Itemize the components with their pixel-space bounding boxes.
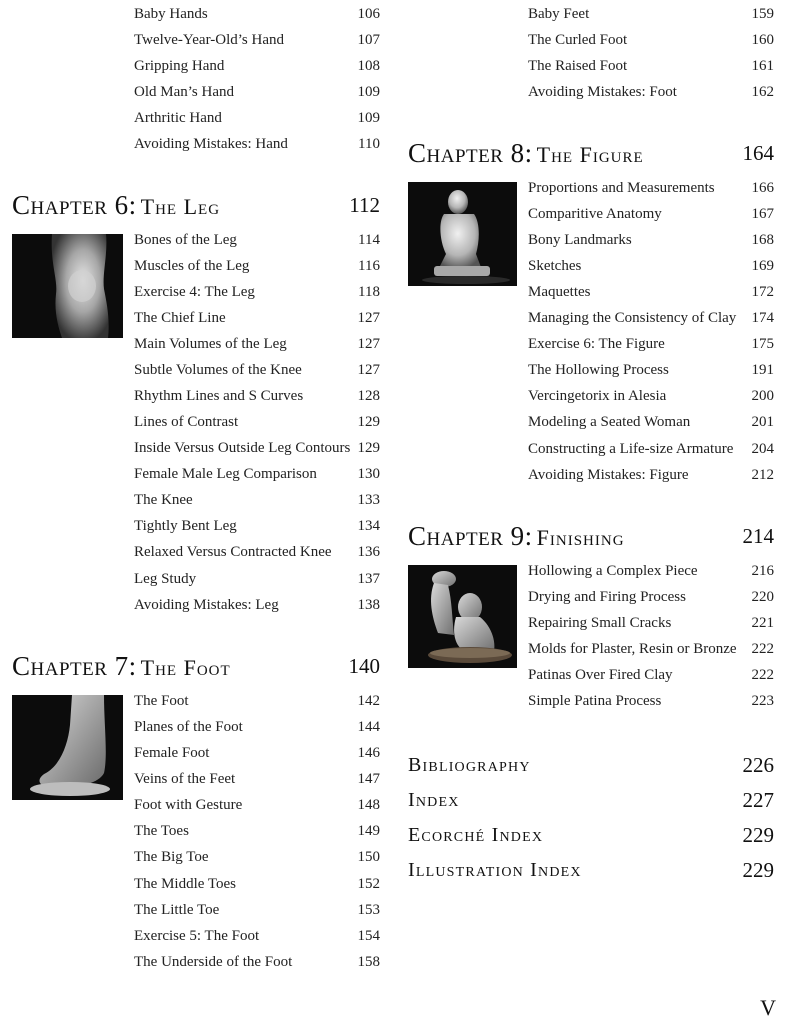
toc-entry-page: 149 (357, 823, 380, 839)
toc-entry-page: 106 (357, 6, 380, 22)
toc-entry-title: The Little Toe (134, 902, 220, 918)
toc-entry-title: Lines of Contrast (134, 414, 239, 430)
toc-entry[interactable] (528, 610, 774, 636)
chapter-name: The Foot (140, 655, 231, 680)
toc-entry-title: Main Volumes of the Leg (134, 336, 287, 352)
toc-entry-title: Exercise 5: The Foot (134, 928, 260, 944)
toc-entry[interactable] (528, 227, 774, 253)
page-number: V (760, 995, 776, 1020)
toc-entry-title: Exercise 4: The Leg (134, 284, 255, 300)
chapter-page: 140 (348, 654, 380, 678)
foot-sculpture-photo (12, 695, 123, 800)
toc-entry-page: 136 (357, 544, 380, 560)
toc-entry-page: 172 (751, 284, 774, 300)
toc-entry[interactable] (528, 305, 774, 331)
toc-entry-title: Muscles of the Leg (134, 258, 250, 274)
toc-entry-page: 142 (357, 693, 380, 709)
toc-entry-page: 221 (751, 615, 774, 631)
toc-entry-title: The Curled Foot (528, 32, 628, 48)
toc-entry[interactable] (528, 279, 774, 305)
toc-entry-page: 166 (751, 180, 774, 196)
toc-entry-title: Female Foot (134, 745, 210, 761)
toc-entry-page: 110 (358, 136, 380, 152)
toc-entry-title: The Knee (134, 492, 193, 508)
toc-entry-title: Baby Feet (528, 6, 590, 22)
toc-entry[interactable] (134, 131, 380, 157)
toc-entry[interactable] (528, 436, 774, 462)
toc-entry-page: 223 (751, 693, 774, 709)
toc-entry[interactable] (528, 79, 774, 105)
toc-entry-page: 161 (751, 58, 774, 74)
toc-entry-title: Constructing a Life-size Armature (528, 441, 734, 457)
toc-entry-title: The Chief Line (134, 310, 226, 326)
toc-entry-page: 216 (751, 563, 774, 579)
toc-entry[interactable] (134, 592, 380, 618)
end-matter-entry[interactable] (408, 820, 774, 850)
toc-entry-page: 137 (357, 571, 380, 587)
toc-entry-title: Leg Study (134, 571, 197, 587)
toc-entry-page: 128 (357, 388, 380, 404)
toc-entry[interactable] (134, 513, 380, 539)
toc-entry-page: 154 (357, 928, 380, 944)
toc-entry[interactable] (134, 871, 380, 897)
toc-entry[interactable] (528, 357, 774, 383)
toc-entry[interactable] (528, 688, 774, 714)
toc-entry-page: 212 (751, 467, 774, 483)
toc-entry-page: 169 (751, 258, 774, 274)
toc-entry-page: 204 (751, 441, 774, 457)
toc-entry-title: Rhythm Lines and S Curves (134, 388, 304, 404)
toc-entry-title: Twelve-Year-Old’s Hand (134, 32, 285, 48)
toc-entry-title: Drying and Firing Process (528, 589, 686, 605)
toc-entry[interactable] (528, 331, 774, 357)
toc-entry[interactable] (134, 53, 380, 79)
toc-entry[interactable] (134, 253, 380, 279)
toc-entry[interactable] (528, 175, 774, 201)
toc-entry-page: 127 (357, 362, 380, 378)
toc-entry[interactable] (134, 227, 380, 253)
toc-entry-title: The Hollowing Process (528, 362, 669, 378)
toc-entry-page: 144 (357, 719, 380, 735)
toc-entry-title: Bones of the Leg (134, 232, 237, 248)
toc-entry-title: The Foot (134, 693, 189, 709)
toc-entry-page: 127 (357, 310, 380, 326)
toc-entry-title: Tightly Bent Leg (134, 518, 237, 534)
toc-entry-page: 222 (751, 641, 774, 657)
toc-entry-page: 107 (357, 32, 380, 48)
toc-entry-page: 162 (751, 84, 774, 100)
toc-entry[interactable] (134, 105, 380, 131)
toc-entry[interactable] (134, 688, 380, 714)
toc-entry[interactable] (134, 539, 380, 565)
toc-entry-title: Bony Landmarks (528, 232, 632, 248)
toc-entry-title: Repairing Small Cracks (528, 615, 672, 631)
toc-entry[interactable] (134, 566, 380, 592)
toc-entry-page: 201 (751, 414, 774, 430)
toc-entry-title: The Middle Toes (134, 876, 236, 892)
toc-entry-page: 167 (751, 206, 774, 222)
toc-entry-title: Simple Patina Process (528, 693, 662, 709)
toc-entry-title: Proportions and Measurements (528, 180, 715, 196)
toc-entry-page: 133 (357, 492, 380, 508)
toc-entry-title: Veins of the Feet (134, 771, 236, 787)
toc-entry-title: Vercingetorix in Alesia (528, 388, 667, 404)
toc-entry-title: Planes of the Foot (134, 719, 243, 735)
toc-entry-title: Relaxed Versus Contracted Knee (134, 544, 332, 560)
end-matter-entry[interactable] (408, 855, 774, 885)
toc-entry-page: 148 (357, 797, 380, 813)
end-matter-page: 226 (742, 753, 774, 777)
chapter-page: 214 (742, 524, 774, 548)
toc-entry[interactable] (134, 305, 380, 331)
toc-entry[interactable] (134, 949, 380, 975)
toc-entry-page: 220 (751, 589, 774, 605)
toc-entry[interactable] (134, 79, 380, 105)
toc-entry-page: 175 (751, 336, 774, 352)
toc-entry-page: 158 (357, 954, 380, 970)
toc-entry-title: Subtle Volumes of the Knee (134, 362, 302, 378)
toc-entry-page: 191 (751, 362, 774, 378)
chapter-heading-9[interactable] (408, 519, 774, 553)
toc-entry-title: The Big Toe (134, 849, 209, 865)
chapter-name: The Figure (536, 142, 644, 167)
toc-entry-page: 159 (751, 6, 774, 22)
chapter-label: Chapter 9: (408, 521, 533, 551)
end-matter-title: Index (408, 789, 460, 811)
toc-entry[interactable] (528, 201, 774, 227)
knee-sculpture-photo (12, 234, 123, 338)
toc-entry[interactable] (528, 253, 774, 279)
toc-entry-title: Baby Hands (134, 6, 208, 22)
toc-entry[interactable] (134, 923, 380, 949)
toc-entry-page: 118 (358, 284, 380, 300)
toc-entry[interactable] (528, 584, 774, 610)
toc-entry[interactable] (528, 27, 774, 53)
toc-entry[interactable] (134, 792, 380, 818)
toc-entry-title: Exercise 6: The Figure (528, 336, 665, 352)
male-torso-sculpture-photo (408, 182, 517, 286)
chapter-heading-6[interactable] (12, 188, 380, 222)
toc-entry-title: Female Male Leg Comparison (134, 466, 317, 482)
chapter-page: 112 (349, 193, 380, 217)
toc-entry[interactable] (134, 279, 380, 305)
toc-entry-title: Managing the Consistency of Clay (528, 310, 737, 326)
toc-entry-page: 153 (357, 902, 380, 918)
toc-entry-page: 150 (357, 849, 380, 865)
toc-entry-page: 129 (357, 440, 380, 456)
toc-entry-page: 147 (357, 771, 380, 787)
toc-entry[interactable] (528, 662, 774, 688)
chapter-heading-7[interactable] (12, 649, 380, 683)
toc-entry-page: 130 (357, 466, 380, 482)
toc-entry-page: 108 (357, 58, 380, 74)
toc-entry[interactable] (134, 740, 380, 766)
toc-entry[interactable] (528, 462, 774, 488)
toc-entry-page: 109 (357, 110, 380, 126)
toc-entry-page: 127 (357, 336, 380, 352)
toc-entry[interactable] (134, 27, 380, 53)
toc-entry-title: Modeling a Seated Woman (528, 414, 691, 430)
child-and-dog-sculpture-photo (408, 565, 517, 668)
toc-entry-title: Gripping Hand (134, 58, 225, 74)
toc-entry-page: 116 (358, 258, 380, 274)
end-matter-page: 227 (742, 788, 774, 812)
end-matter-entry[interactable] (408, 750, 774, 780)
end-matter-title: Bibliography (408, 754, 531, 776)
toc-entry[interactable] (134, 461, 380, 487)
toc-entry-page: 152 (357, 876, 380, 892)
toc-entry[interactable] (528, 383, 774, 409)
toc-entry[interactable] (134, 331, 380, 357)
toc-entry-page: 222 (751, 667, 774, 683)
toc-entry-page: 174 (751, 310, 774, 326)
toc-entry[interactable] (134, 818, 380, 844)
toc-entry-page: 109 (357, 84, 380, 100)
toc-entry-title: Avoiding Mistakes: Hand (134, 136, 288, 152)
toc-entry[interactable] (134, 435, 380, 461)
toc-entry[interactable] (134, 844, 380, 870)
toc-entry[interactable] (528, 636, 774, 662)
toc-entry[interactable] (134, 383, 380, 409)
toc-entry[interactable] (134, 487, 380, 513)
toc-entry-title: Patinas Over Fired Clay (528, 667, 673, 683)
chapter-label: Chapter 6: (12, 190, 137, 220)
toc-entry-title: Avoiding Mistakes: Leg (134, 597, 279, 613)
chapter-heading-8[interactable] (408, 136, 774, 170)
toc-entry-title: Comparitive Anatomy (528, 206, 662, 222)
toc-entry-page: 134 (357, 518, 380, 534)
toc-entry-title: The Underside of the Foot (134, 954, 293, 970)
toc-entry[interactable] (134, 714, 380, 740)
toc-entry[interactable] (134, 409, 380, 435)
toc-entry-title: Avoiding Mistakes: Foot (528, 84, 677, 100)
end-matter-title: Ecorché Index (408, 824, 544, 846)
toc-entry[interactable] (134, 1, 380, 27)
toc-entry[interactable] (528, 53, 774, 79)
toc-entry-page: 168 (751, 232, 774, 248)
toc-entry-title: Foot with Gesture (134, 797, 243, 813)
toc-entry-title: The Raised Foot (528, 58, 628, 74)
toc-entry-title: Hollowing a Complex Piece (528, 563, 698, 579)
toc-entry[interactable] (528, 558, 774, 584)
toc-entry-page: 200 (751, 388, 774, 404)
chapter-page: 164 (742, 141, 774, 165)
chapter-name: The Leg (140, 194, 221, 219)
toc-entry-title: Avoiding Mistakes: Figure (528, 467, 689, 483)
end-matter-page: 229 (742, 823, 774, 847)
toc-entry-page: 114 (358, 232, 380, 248)
toc-entry[interactable] (134, 357, 380, 383)
toc-entry[interactable] (134, 897, 380, 923)
end-matter-entry[interactable] (408, 785, 774, 815)
toc-entry[interactable] (528, 409, 774, 435)
toc-entry-title: Inside Versus Outside Leg Contours (134, 440, 351, 456)
chapter-label: Chapter 7: (12, 651, 137, 681)
toc-entry-title: Maquettes (528, 284, 591, 300)
toc-entry-page: 146 (357, 745, 380, 761)
toc-entry[interactable] (528, 1, 774, 27)
toc-entry-page: 160 (751, 32, 774, 48)
end-matter-title: Illustration Index (408, 859, 582, 881)
chapter-name: Finishing (536, 525, 625, 550)
toc-entry-title: Old Man’s Hand (134, 84, 234, 100)
end-matter-page: 229 (742, 858, 774, 882)
toc-entry-title: Arthritic Hand (134, 110, 222, 126)
toc-entry-title: The Toes (134, 823, 189, 839)
toc-entry-title: Sketches (528, 258, 582, 274)
toc-entry-page: 129 (357, 414, 380, 430)
toc-entry[interactable] (134, 766, 380, 792)
chapter-label: Chapter 8: (408, 138, 533, 168)
toc-entry-page: 138 (357, 597, 380, 613)
toc-entry-title: Molds for Plaster, Resin or Bronze (528, 641, 737, 657)
